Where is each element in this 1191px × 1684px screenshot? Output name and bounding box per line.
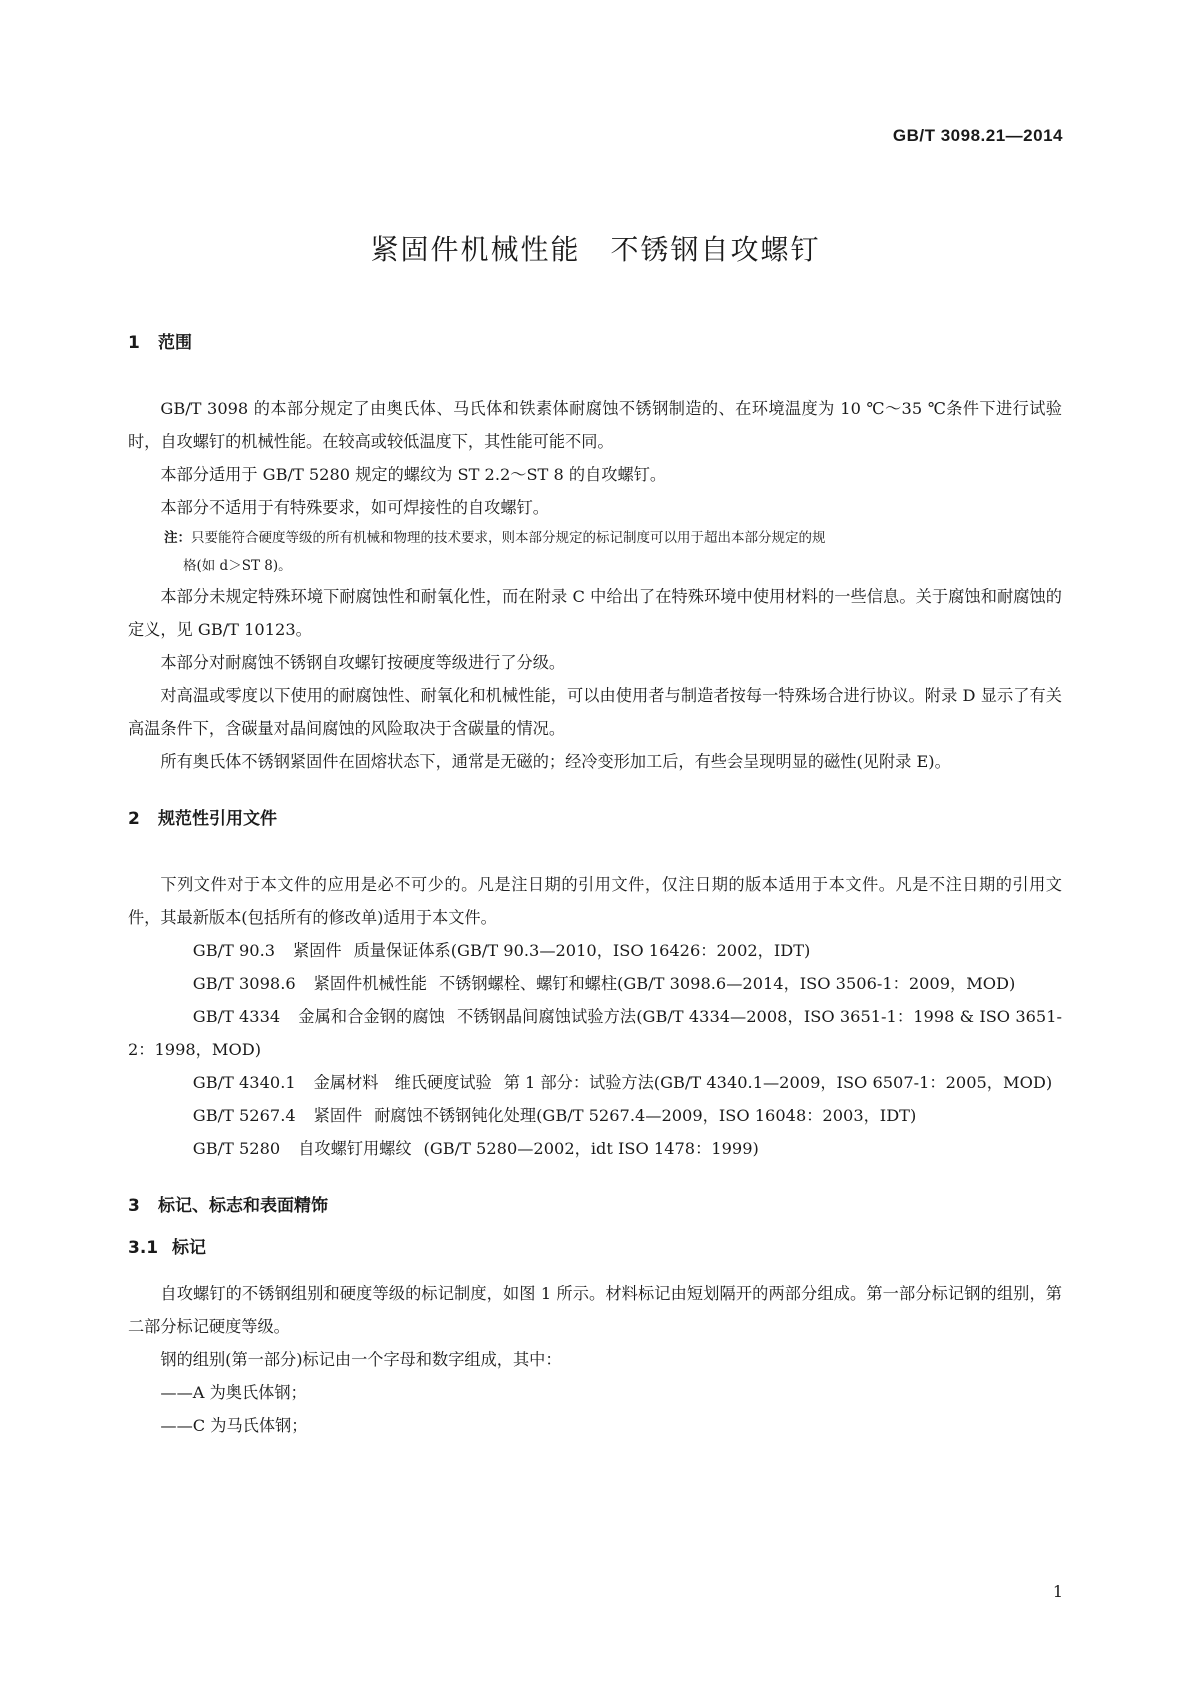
page-number: 1 <box>1052 1582 1063 1601</box>
reference-title: 自攻螺钉用螺纹 <box>298 1139 412 1158</box>
reference-item <box>128 1132 1062 1165</box>
reference-item <box>128 967 1062 1000</box>
paragraph: 本部分未规定特殊环境下耐腐蚀性和耐氧化性，而在附录 C 中给出了在特殊环境中使用材料的一些信息。关于腐蚀和耐腐蚀的定义，见 GB/T 10123。 <box>128 587 1062 639</box>
subsection-number: 3.1 <box>128 1238 159 1258</box>
reference-item <box>128 1066 1062 1099</box>
list-item: ——C 为马氏体钢； <box>160 1416 308 1435</box>
reference-item <box>128 1099 1062 1132</box>
paragraph: 本部分适用于 GB/T 5280 规定的螺纹为 ST 2.2～ST 8 的自攻螺钉。 <box>160 465 667 484</box>
section-title: 规范性引用文件 <box>158 809 277 829</box>
reference-code: GB/T 90.3 <box>192 941 276 960</box>
section-2-heading <box>128 806 1062 832</box>
reference-code: GB/T 5267.4 <box>192 1106 296 1125</box>
section-title: 范围 <box>158 333 192 353</box>
reference-detail: 第 1 部分：试验方法(GB/T 4340.1—2009，ISO 6507-1：2005，MOD) <box>503 1073 1053 1092</box>
reference-title: 紧固件 <box>313 1106 363 1125</box>
paragraph: 钢的组别(第一部分)标记由一个字母和数字组成，其中： <box>160 1350 562 1369</box>
standard-number: GB/T 3098.21—2014 <box>892 126 1063 145</box>
reference-item <box>128 934 1062 967</box>
section-number: 2 <box>128 809 140 829</box>
reference-code: GB/T 4340.1 <box>192 1073 296 1092</box>
reference-code: GB/T 4334 <box>192 1007 281 1026</box>
reference-detail: 质量保证体系(GB/T 90.3—2010，ISO 16426：2002，IDT) <box>353 941 811 960</box>
reference-code: GB/T 3098.6 <box>192 974 296 993</box>
section-1-heading <box>128 330 1062 356</box>
reference-detail: 不锈钢晶间腐蚀试验方法(GB/T 4334—2008，ISO 3651-1：1998 & ISO 3651-2：1998，MOD) <box>128 1007 1062 1059</box>
list-item: ——A 为奥氏体钢； <box>160 1383 307 1402</box>
reference-item <box>128 1000 1062 1066</box>
section-number: 3 <box>128 1196 140 1216</box>
reference-title: 紧固件机械性能 <box>313 974 427 993</box>
reference-code: GB/T 5280 <box>192 1139 281 1158</box>
paragraph: GB/T 3098 的本部分规定了由奥氏体、马氏体和铁素体耐腐蚀不锈钢制造的、在环境温度为 10 ℃～35 ℃条件下进行试验时，自攻螺钉的机械性能。在较高或较低温度下，其性能可能不同。 <box>128 399 1062 451</box>
paragraph: 本部分对耐腐蚀不锈钢自攻螺钉按硬度等级进行了分级。 <box>160 653 566 672</box>
paragraph: 下列文件对于本文件的应用是必不可少的。凡是注日期的引用文件，仅注日期的版本适用于本文件。凡是不注日期的引用文件，其最新版本(包括所有的修改单)适用于本文件。 <box>128 875 1062 927</box>
reference-detail: (GB/T 5280—2002，idt ISO 1478：1999) <box>423 1139 759 1158</box>
paragraph: 自攻螺钉的不锈钢组别和硬度等级的标记制度，如图 1 所示。材料标记由短划隔开的两部分组成。第一部分标记钢的组别，第二部分标记硬度等级。 <box>128 1284 1062 1336</box>
subsection-title: 标记 <box>172 1238 206 1258</box>
section-number: 1 <box>128 333 140 353</box>
subsection-3-1-heading <box>128 1235 1062 1261</box>
section-3-heading <box>128 1193 1062 1219</box>
reference-detail: 不锈钢螺栓、螺钉和螺柱(GB/T 3098.6—2014，ISO 3506-1：2009，MOD) <box>438 974 1016 993</box>
note-continuation: 格(如 d＞ST 8)。 <box>183 558 292 574</box>
section-title: 标记、标志和表面精饰 <box>158 1196 328 1216</box>
paragraph: 对高温或零度以下使用的耐腐蚀性、耐氧化和机械性能，可以由使用者与制造者按每一特殊场合进行协议。附录 D 显示了有关高温条件下，含碳量对晶间腐蚀的风险取决于含碳量的情况。 <box>128 686 1062 738</box>
reference-title: 金属材料 维氏硬度试验 <box>313 1073 492 1092</box>
reference-title: 金属和合金钢的腐蚀 <box>298 1007 445 1026</box>
note <box>128 524 1062 552</box>
note-text: 只要能符合硬度等级的所有机械和物理的技术要求，则本部分规定的标记制度可以用于超出本部分规定的规 <box>191 530 826 546</box>
note-label: 注： <box>164 530 191 546</box>
paragraph: 所有奥氏体不锈钢紧固件在固熔状态下，通常是无磁的；经冷变形加工后，有些会呈现明显的磁性(见附录 E)。 <box>160 752 951 771</box>
reference-title: 紧固件 <box>293 941 342 960</box>
document-title: 紧固件机械性能 不锈钢自攻螺钉 <box>370 233 821 266</box>
paragraph: 本部分不适用于有特殊要求，如可焊接性的自攻螺钉。 <box>160 498 549 517</box>
reference-detail: 耐腐蚀不锈钢钝化处理(GB/T 5267.4—2009，ISO 16048：2003，IDT) <box>374 1106 917 1125</box>
document-body <box>128 330 1062 1442</box>
